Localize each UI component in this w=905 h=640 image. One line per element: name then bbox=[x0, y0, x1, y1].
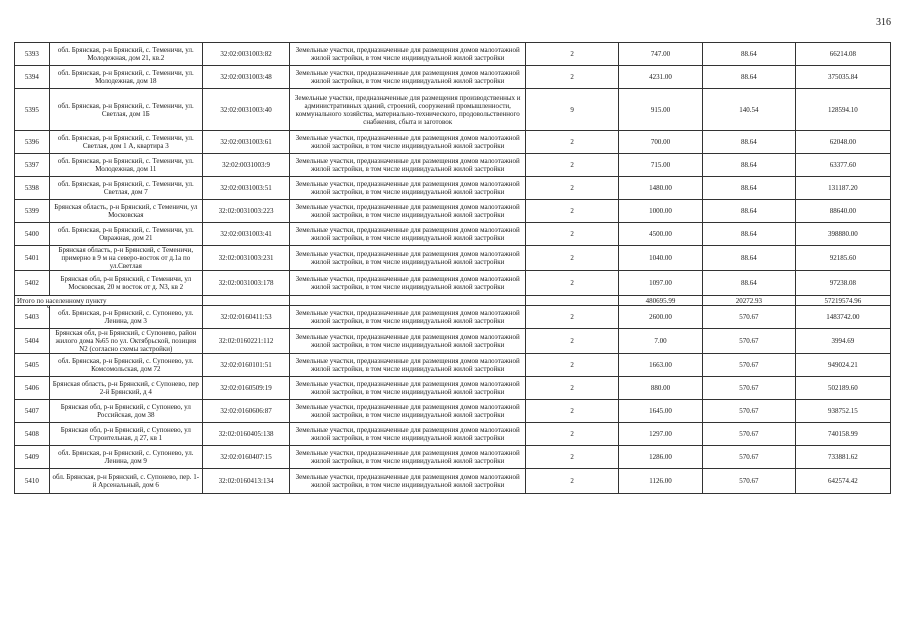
total-row bbox=[15, 296, 891, 306]
table-row bbox=[15, 306, 891, 329]
row-cadastral-value: 740158.99 bbox=[795, 423, 890, 446]
row-cadastral-value: 97238.08 bbox=[795, 271, 890, 296]
row-location: обл. Брянская, р-н Брянский, с. Теменичи, ул. Молодежная, дом 11 bbox=[49, 154, 202, 177]
row-number: 5409 bbox=[15, 446, 50, 469]
row-area: 747.00 bbox=[619, 43, 703, 66]
table-row bbox=[15, 329, 891, 354]
row-cadastral-value: 63377.60 bbox=[795, 154, 890, 177]
row-cadastral-number: 32:02:0160509:19 bbox=[202, 377, 289, 400]
row-land-use: Земельные участки, предназначенные для размещения домов малоэтажной жилой застройки, в том числе индивидуальной жилой застройки bbox=[290, 246, 526, 271]
row-area: 1040.00 bbox=[619, 246, 703, 271]
row-category: 9 bbox=[526, 89, 619, 131]
row-category: 2 bbox=[526, 271, 619, 296]
row-area: 915.00 bbox=[619, 89, 703, 131]
settlement-group-label bbox=[47, 306, 49, 311]
row-number: 5397 bbox=[15, 154, 50, 177]
row-number: 5405 bbox=[15, 354, 50, 377]
row-cadastral-value: 128594.10 bbox=[795, 89, 890, 131]
row-area: 1297.00 bbox=[619, 423, 703, 446]
row-cadastral-number: 32:02:0160405:138 bbox=[202, 423, 289, 446]
row-cadastral-value: 733881.62 bbox=[795, 446, 890, 469]
row-land-use: Земельные участки, предназначенные для размещения домов малоэтажной жилой застройки, в том числе индивидуальной жилой застройки bbox=[290, 446, 526, 469]
row-unit-price: 570.67 bbox=[702, 400, 795, 423]
row-area: 1480.00 bbox=[619, 177, 703, 200]
row-cadastral-number: 32:02:0031003:61 bbox=[202, 131, 289, 154]
row-cadastral-number: 32:02:0160413:134 bbox=[202, 469, 289, 494]
table-row bbox=[15, 89, 891, 131]
row-cadastral-number: 32:02:0160411:53 bbox=[202, 306, 289, 329]
row-location: Брянская обл, р-н Брянский, с Супонево, район жилого дома №65 по ул. Октябрьской, позиция N2 (согласно схемы застройки) bbox=[49, 329, 202, 354]
row-location: Брянская обл, р-н Брянский, с Супонево, ул Российская, дом 38 bbox=[49, 400, 202, 423]
table-row bbox=[15, 66, 891, 89]
row-unit-price: 570.67 bbox=[702, 446, 795, 469]
row-unit-price: 88.64 bbox=[702, 223, 795, 246]
row-category: 2 bbox=[526, 306, 619, 329]
table-row bbox=[15, 200, 891, 223]
total-empty-cell bbox=[290, 296, 526, 306]
row-land-use: Земельные участки, предназначенные для размещения домов малоэтажной жилой застройки, в том числе индивидуальной жилой застройки bbox=[290, 177, 526, 200]
row-cadastral-value: 62048.00 bbox=[795, 131, 890, 154]
row-cadastral-value: 375035.84 bbox=[795, 66, 890, 89]
row-cadastral-number: 32:02:0031003:178 bbox=[202, 271, 289, 296]
row-category: 2 bbox=[526, 423, 619, 446]
row-location: обл. Брянская, р-н Брянский, с. Теменичи, ул. Светлая, дом 1Б bbox=[49, 89, 202, 131]
row-cadastral-number: 32:02:0031003:9 bbox=[202, 154, 289, 177]
row-number: 5396 bbox=[15, 131, 50, 154]
row-category: 2 bbox=[526, 223, 619, 246]
row-category: 2 bbox=[526, 66, 619, 89]
row-number: 5408 bbox=[15, 423, 50, 446]
total-area: 480695.99 bbox=[619, 296, 703, 306]
row-cadastral-number: 32:02:0031003:223 bbox=[202, 200, 289, 223]
row-area: 715.00 bbox=[619, 154, 703, 177]
row-cadastral-value: 642574.42 bbox=[795, 469, 890, 494]
row-unit-price: 570.67 bbox=[702, 329, 795, 354]
row-land-use: Земельные участки, предназначенные для размещения домов малоэтажной жилой застройки, в том числе индивидуальной жилой застройки bbox=[290, 200, 526, 223]
row-cadastral-value: 66214.08 bbox=[795, 43, 890, 66]
table-row bbox=[15, 246, 891, 271]
row-number: 5410 bbox=[15, 469, 50, 494]
row-location: Брянская область, р-н Брянский, с Теменичи, примерно в 9 м на северо-восток от д.1а по ул.Светлая bbox=[49, 246, 202, 271]
row-number: 5406 bbox=[15, 377, 50, 400]
row-land-use: Земельные участки, предназначенные для размещения домов малоэтажной жилой застройки, в том числе индивидуальной жилой застройки bbox=[290, 329, 526, 354]
row-location: обл. Брянская, р-н Брянский, с. Теменичи, ул. Молодежная, дом 21, кв.2 bbox=[49, 43, 202, 66]
row-category: 2 bbox=[526, 354, 619, 377]
row-area: 2600.00 bbox=[619, 306, 703, 329]
row-land-use: Земельные участки, предназначенные для размещения домов малоэтажной жилой застройки, в том числе индивидуальной жилой застройки bbox=[290, 400, 526, 423]
row-cadastral-number: 32:02:0031003:40 bbox=[202, 89, 289, 131]
row-land-use: Земельные участки, предназначенные для размещения домов малоэтажной жилой застройки, в том числе индивидуальной жилой застройки bbox=[290, 469, 526, 494]
row-cadastral-number: 32:02:0031003:231 bbox=[202, 246, 289, 271]
row-cadastral-number: 32:02:0160221:112 bbox=[202, 329, 289, 354]
row-category: 2 bbox=[526, 400, 619, 423]
total-value: 57219574.96 bbox=[795, 296, 890, 306]
row-cadastral-value: 1483742.00 bbox=[795, 306, 890, 329]
row-category: 2 bbox=[526, 246, 619, 271]
table-row bbox=[15, 271, 891, 296]
table-row bbox=[15, 354, 891, 377]
table-row bbox=[15, 177, 891, 200]
row-unit-price: 88.64 bbox=[702, 154, 795, 177]
row-category: 2 bbox=[526, 131, 619, 154]
row-location: Брянская обл, р-н Брянский, с Теменичи, ул Московская, 20 м восток от д. N3, кв 2 bbox=[49, 271, 202, 296]
row-number: 5393 bbox=[15, 43, 50, 66]
table-row bbox=[15, 154, 891, 177]
row-unit-price: 88.64 bbox=[702, 131, 795, 154]
land-registry-table bbox=[14, 42, 891, 494]
row-area: 1126.00 bbox=[619, 469, 703, 494]
row-category: 2 bbox=[526, 154, 619, 177]
total-empty-cell bbox=[202, 296, 289, 306]
row-category: 2 bbox=[526, 329, 619, 354]
row-unit-price: 140.54 bbox=[702, 89, 795, 131]
row-area: 7.00 bbox=[619, 329, 703, 354]
row-cadastral-number: 32:02:0031003:51 bbox=[202, 177, 289, 200]
row-location: обл. Брянская, р-н Брянский, с. Супонево, пер. 1-й Арсенальный, дом 6 bbox=[49, 469, 202, 494]
row-category: 2 bbox=[526, 43, 619, 66]
row-location: обл. Брянская, р-н Брянский, с. Супонево, ул. Комсомольская, дом 72 bbox=[49, 354, 202, 377]
row-cadastral-value: 3994.69 bbox=[795, 329, 890, 354]
table-row bbox=[15, 131, 891, 154]
total-section bbox=[15, 296, 891, 306]
row-location: обл. Брянская, р-н Брянский, с. Теменичи, ул. Молодежная, дом 18 bbox=[49, 66, 202, 89]
row-unit-price: 570.67 bbox=[702, 469, 795, 494]
total-price: 20272.93 bbox=[702, 296, 795, 306]
row-land-use: Земельные участки, предназначенные для размещения домов малоэтажной жилой застройки, в том числе индивидуальной жилой застройки bbox=[290, 354, 526, 377]
row-number: 5402 bbox=[15, 271, 50, 296]
total-label: Итого по населенному пункту bbox=[15, 296, 203, 306]
registry-rows-teменichi bbox=[15, 43, 891, 296]
row-number: 5395 bbox=[15, 89, 50, 131]
row-unit-price: 570.67 bbox=[702, 354, 795, 377]
row-cadastral-value: 938752.15 bbox=[795, 400, 890, 423]
row-location: обл. Брянская, р-н Брянский, с. Теменичи, ул. Овражная, дом 21 bbox=[49, 223, 202, 246]
row-location: Брянская область, р-н Брянский, с Теменичи, ул Московская bbox=[49, 200, 202, 223]
row-location: обл. Брянская, р-н Брянский, с. Теменичи, ул. Светлая, дом 1 А, квартира 3 bbox=[49, 131, 202, 154]
row-area: 1663.00 bbox=[619, 354, 703, 377]
row-unit-price: 88.64 bbox=[702, 246, 795, 271]
row-number: 5403 bbox=[15, 306, 50, 329]
row-land-use: Земельные участки, предназначенные для размещения домов малоэтажной жилой застройки, в том числе индивидуальной жилой застройки bbox=[290, 271, 526, 296]
row-cadastral-value: 131187.20 bbox=[795, 177, 890, 200]
row-cadastral-number: 32:02:0160101:51 bbox=[202, 354, 289, 377]
table-row bbox=[15, 469, 891, 494]
row-category: 2 bbox=[526, 200, 619, 223]
row-area: 1286.00 bbox=[619, 446, 703, 469]
row-number: 5400 bbox=[15, 223, 50, 246]
row-land-use: Земельные участки, предназначенные для размещения домов малоэтажной жилой застройки, в том числе индивидуальной жилой застройки bbox=[290, 66, 526, 89]
row-unit-price: 570.67 bbox=[702, 423, 795, 446]
row-category: 2 bbox=[526, 377, 619, 400]
row-unit-price: 88.64 bbox=[702, 66, 795, 89]
row-category: 2 bbox=[526, 177, 619, 200]
row-unit-price: 88.64 bbox=[702, 200, 795, 223]
total-empty-cell bbox=[526, 296, 619, 306]
row-cadastral-value: 949024.21 bbox=[795, 354, 890, 377]
table-row bbox=[15, 446, 891, 469]
row-cadastral-number: 32:02:0160606:87 bbox=[202, 400, 289, 423]
row-category: 2 bbox=[526, 446, 619, 469]
row-location: обл. Брянская, р-н Брянский, с. Теменичи, ул. Светлая, дом 7 bbox=[49, 177, 202, 200]
row-cadastral-value: 92185.60 bbox=[795, 246, 890, 271]
row-unit-price: 88.64 bbox=[702, 271, 795, 296]
row-land-use: Земельные участки, предназначенные для размещения домов малоэтажной жилой застройки, в том числе индивидуальной жилой застройки bbox=[290, 377, 526, 400]
page-number: 316 bbox=[876, 17, 891, 28]
row-land-use: Земельные участки, предназначенные для размещения домов малоэтажной жилой застройки, в том числе индивидуальной жилой застройки bbox=[290, 423, 526, 446]
registry-rows-suponevo bbox=[15, 306, 891, 494]
row-cadastral-number: 32:02:0031003:41 bbox=[202, 223, 289, 246]
row-unit-price: 88.64 bbox=[702, 43, 795, 66]
table-row bbox=[15, 423, 891, 446]
row-land-use: Земельные участки, предназначенные для размещения домов малоэтажной жилой застройки, в том числе индивидуальной жилой застройки bbox=[290, 131, 526, 154]
row-number: 5401 bbox=[15, 246, 50, 271]
row-cadastral-number: 32:02:0160407:15 bbox=[202, 446, 289, 469]
row-area: 700.00 bbox=[619, 131, 703, 154]
row-cadastral-number: 32:02:0031003:82 bbox=[202, 43, 289, 66]
row-land-use: Земельные участки, предназначенные для размещения домов малоэтажной жилой застройки, в том числе индивидуальной жилой застройки bbox=[290, 43, 526, 66]
row-unit-price: 88.64 bbox=[702, 177, 795, 200]
row-cadastral-value: 88640.00 bbox=[795, 200, 890, 223]
row-land-use: Земельные участки, предназначенные для размещения производственных и административных зданий, строений, сооружений промышленности, коммунального хозяйства, материально-технического, продовольственного снабжения, сбыта и заготовок bbox=[290, 89, 526, 131]
row-land-use: Земельные участки, предназначенные для размещения домов малоэтажной жилой застройки, в том числе индивидуальной жилой застройки bbox=[290, 306, 526, 329]
row-cadastral-value: 398880.00 bbox=[795, 223, 890, 246]
row-area: 1097.00 bbox=[619, 271, 703, 296]
row-number: 5398 bbox=[15, 177, 50, 200]
row-location: обл. Брянская, р-н Брянский, с. Супонево, ул. Ленина, дом 3 bbox=[49, 306, 202, 329]
row-area: 4500.00 bbox=[619, 223, 703, 246]
row-land-use: Земельные участки, предназначенные для размещения домов малоэтажной жилой застройки, в том числе индивидуальной жилой застройки bbox=[290, 223, 526, 246]
table-row bbox=[15, 377, 891, 400]
row-number: 5394 bbox=[15, 66, 50, 89]
row-category: 2 bbox=[526, 469, 619, 494]
row-number: 5407 bbox=[15, 400, 50, 423]
row-number: 5399 bbox=[15, 200, 50, 223]
row-land-use: Земельные участки, предназначенные для размещения домов малоэтажной жилой застройки, в том числе индивидуальной жилой застройки bbox=[290, 154, 526, 177]
row-cadastral-value: 502189.60 bbox=[795, 377, 890, 400]
row-area: 1000.00 bbox=[619, 200, 703, 223]
row-number: 5404 bbox=[15, 329, 50, 354]
row-location: обл. Брянская, р-н Брянский, с. Супонево, ул. Ленина, дом 9 bbox=[49, 446, 202, 469]
table-row bbox=[15, 223, 891, 246]
row-location: Брянская область, р-н Брянский, с Супонево, пер 2-й Брянский, д 4 bbox=[49, 377, 202, 400]
row-cadastral-number: 32:02:0031003:48 bbox=[202, 66, 289, 89]
row-area: 880.00 bbox=[619, 377, 703, 400]
row-area: 4231.00 bbox=[619, 66, 703, 89]
row-area: 1645.00 bbox=[619, 400, 703, 423]
row-location: Брянская обл, р-н Брянский, с Супонево, ул Строительная, д 27, кв 1 bbox=[49, 423, 202, 446]
table-row bbox=[15, 400, 891, 423]
row-unit-price: 570.67 bbox=[702, 377, 795, 400]
table-row bbox=[15, 43, 891, 66]
row-unit-price: 570.67 bbox=[702, 306, 795, 329]
